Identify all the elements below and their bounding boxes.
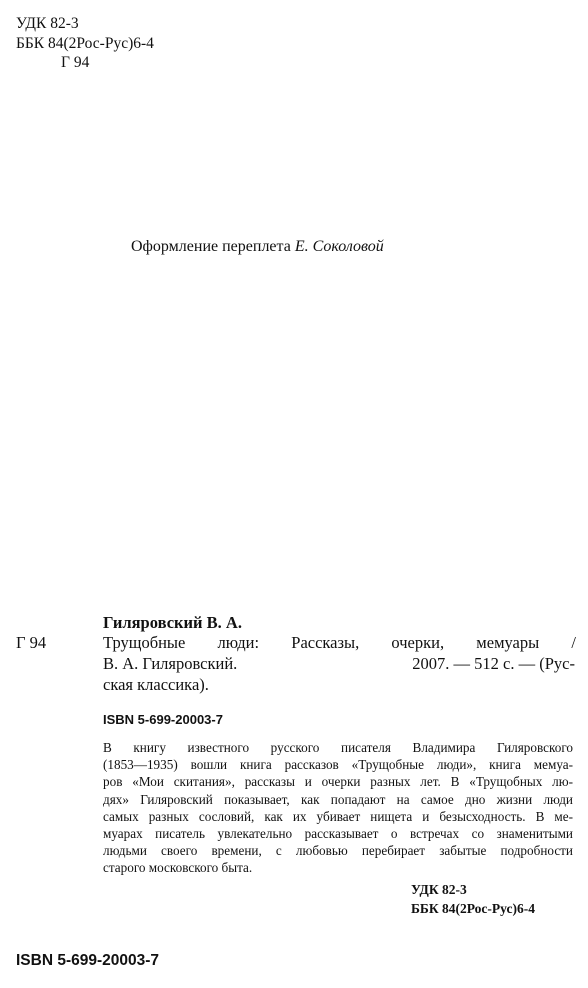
cover-design-label: Оформление переплета [131, 238, 291, 255]
annotation-line: людьми своего времени, с любовью перебирает забытые подробности [103, 843, 573, 859]
annotation-line: самых разных сословий, как их убивает нищета и безысходность. В ме- [103, 808, 573, 824]
cover-designer-name: Е. Соколовой [294, 238, 384, 255]
udk-code: УДК 82-3 [16, 15, 79, 32]
record-series: ская классика). [103, 675, 209, 694]
record-udk: УДК 82-3 [411, 882, 467, 897]
author-mark: Г 94 [61, 54, 90, 71]
annotation-line: старого московского быта. [103, 860, 253, 876]
record-author-short: В. А. Гиляровский. [103, 654, 238, 673]
record-author-mark: Г 94 [16, 633, 47, 652]
record-isbn: ISBN 5-699-20003-7 [103, 712, 223, 727]
record-author-line [103, 654, 575, 675]
annotation-line: муарах писатель увлекательно рассказывает о встречах со знаменитыми [103, 826, 573, 842]
record-bbk: ББК 84(2Рос-Рус)6-4 [411, 901, 535, 916]
record-author: Гиляровский В. А. [103, 613, 242, 632]
annotation-line: ров «Мои скитания», рассказы и очерки разных лет. В «Трущобных лю- [103, 774, 573, 790]
annotation-line: дях» Гиляровский показывает, как попадают на самое дно жизни люди [103, 791, 573, 807]
annotation [103, 739, 573, 877]
annotation-line: В книгу известного русского писателя Владимира Гиляровского [103, 740, 573, 755]
footer-isbn: ISBN 5-699-20003-7 [16, 952, 160, 969]
cover-design-credit [131, 238, 384, 256]
bbk-code: ББК 84(2Рос-Рус)6-4 [16, 35, 154, 52]
record-title: Трущобные люди: Рассказы, очерки, мемуары / [103, 633, 576, 652]
annotation-line: (1853—1935) вошли книга рассказов «Трущобные люди», книга мемуа- [103, 757, 573, 773]
record-year-pages: 2007. — 512 с. — (Рус- [412, 654, 575, 673]
